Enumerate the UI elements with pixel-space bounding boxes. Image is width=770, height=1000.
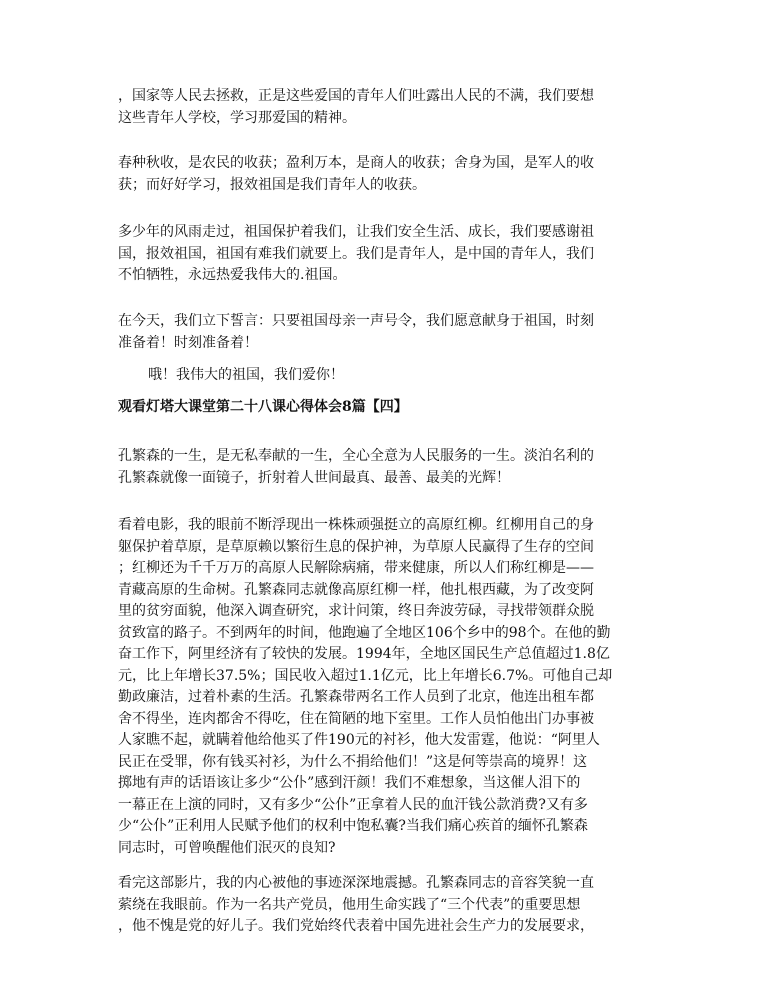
text-line: ；红柳还为千千万万的高原人民解除病痛，带来健康，所以人们称红柳是—— [118,560,594,576]
paragraph-red-willow [118,515,658,859]
text-line: 舍不得坐，连肉都舍不得吃，住在简陋的地下室里。工作人员怕他出门办事被 [118,710,594,727]
text-line: 在今天，我们立下誓言：只要祖国母亲一声号令，我们愿意献身于祖国，时刻 [118,313,594,329]
text-line: 孔繁森的一生，是无私奉献的一生，全心全意为人民服务的一生。淡泊名利的 [118,448,594,464]
text-line: 春种秋收，是农民的收获；盈利万本，是商人的收获；舍身为国，是军人的收 [118,155,594,171]
paragraph-kong-fansen-intro [118,446,658,489]
text-line: 青藏高原的生命树。孔繁森同志就像高原红柳一样，他扎根西藏，为了改变阿 [118,581,594,598]
heading-text: 观看灯塔大课堂第二十八课心得体会8篇【四】 [118,399,408,415]
paragraph-exclamation [148,365,688,387]
text-line: 不怕牺牲，永远热爱我伟大的.祖国。 [118,267,347,283]
paragraph-motherland-protection [118,222,658,287]
section-heading [118,397,658,419]
paragraph-oath [118,311,658,354]
text-line: 掷地有声的话语该让多少“公仆”感到汗颜！我们不难想象，当这催人泪下的 [118,775,581,791]
text-line: 同志时，可曾唤醒他们泯灭的良知? [118,839,336,856]
text-line: ，他不愧是党的好儿子。我们党始终代表着中国先进社会生产力的发展要求， [118,918,594,934]
text-line: 奋工作下，阿里经济有了较快的发展。1994年，全地区国民生产总值超过1.8亿 [118,646,610,662]
text-line: 萦绕在我眼前。作为一名共产党员，他用生命实践了“三个代表”的重要思想 [118,896,581,913]
paragraph-harvest [118,153,658,196]
paragraph-patriotic-youth [118,86,658,129]
text-line: 躯保护着草原，是草原赖以繁衍生息的保护神，为草原人民赢得了生存的空间 [118,538,594,555]
text-line: 看着电影，我的眼前不断浮现出一株株顽强挺立的高原红柳。红柳用自己的身 [118,517,594,533]
text-line: 民正在受罪，你有钱买衬衫，为什么不捐给他们！”这是何等崇高的境界！这 [118,753,588,770]
text-line: 准备着！时刻准备着！ [118,334,258,351]
text-line: 人家瞧不起，就瞒着他给他买了件190元的衬衫，他大发雷霆，他说：“阿里人 [118,732,600,748]
text-line: 一幕正在上演的同时，又有多少“公仆”正拿着人民的血汗钱公款消费?又有多 [118,796,588,813]
text-line: 哦！我伟大的祖国，我们爱你！ [148,367,344,383]
text-line: 看完这部影片，我的内心被他的事迹深深地震撼。孔繁森同志的音容笑貌一直 [118,875,594,891]
text-line: 多少年的风雨走过，祖国保护着我们，让我们安全生活、成长，我们要感谢祖 [118,224,594,240]
text-line: 里的贫穷面貌，他深入调查研究，求计问策，终日奔波劳碌，寻找带领群众脱 [118,603,594,619]
text-line: 国，报效祖国，祖国有难我们就要上。我们是青年人，是中国的青年人，我们 [118,245,594,262]
text-line: ，国家等人民去拯救，正是这些爱国的青年人们吐露出人民的不满，我们要想 [118,88,594,104]
text-line: 勤政廉洁，过着朴素的生活。孔繁森带两名工作人员到了北京，他连出租车都 [118,689,594,705]
text-line: 获；而好好学习，报效祖国是我们青年人的收获。 [118,176,426,193]
text-line: 元，比上年增长37.5%；国民收入超过1.1亿元，比上年增长6.7%。可他自己却 [118,667,613,684]
text-line: 这些青年人学校，学习那爱国的精神。 [118,109,356,126]
paragraph-reflection [118,873,658,938]
text-line: 孔繁森就像一面镜子，折射着人世间最真、最善、最美的光辉！ [118,469,510,486]
text-line: 贫致富的路子。不到两年的时间，他跑遍了全地区106个乡中的98个。在他的勤 [118,624,611,641]
text-line: 少“公仆”正利用人民赋予他们的权利中饱私囊?当我们痛心疾首的缅怀孔繁森 [118,818,588,834]
